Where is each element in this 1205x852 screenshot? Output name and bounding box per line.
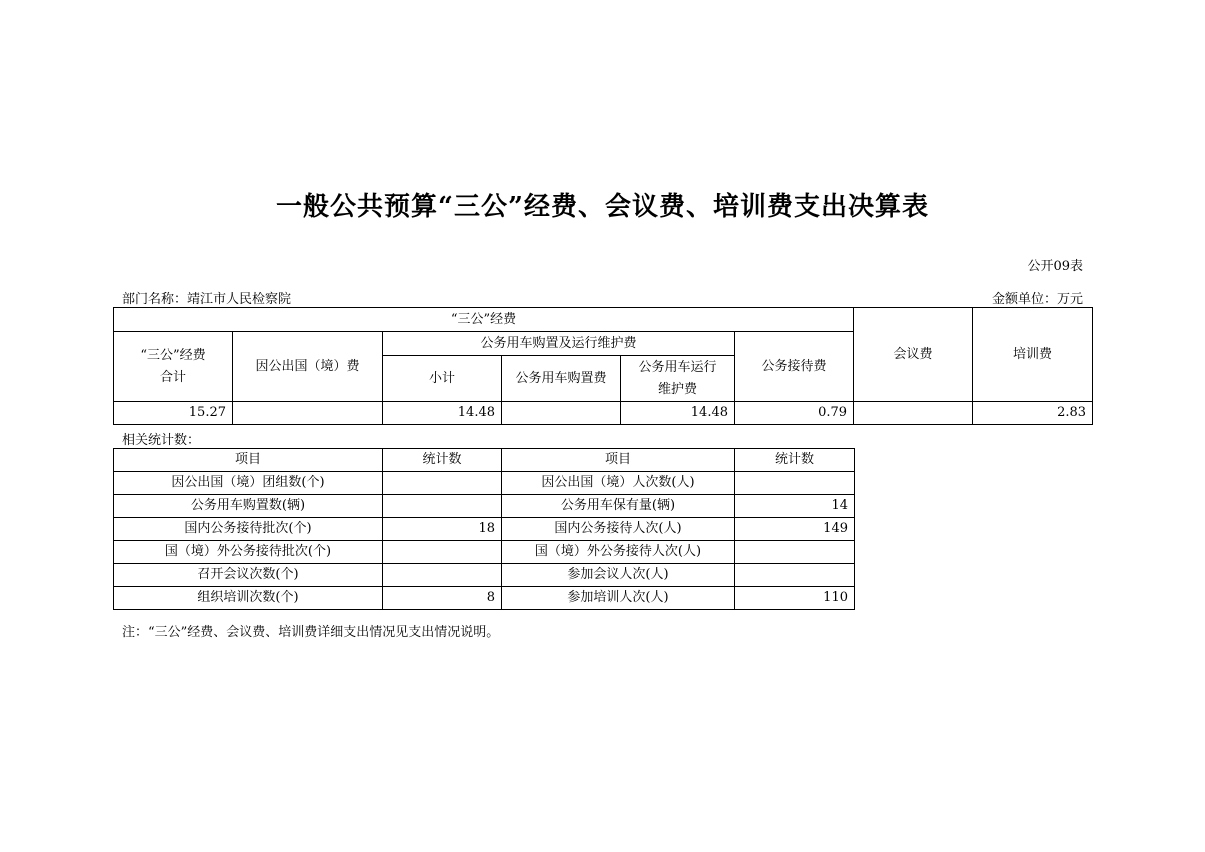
stats-item: 因公出国（境）团组数(个): [114, 472, 383, 495]
stats-value: 14: [735, 495, 855, 518]
vehicle-operation-header: 公务用车运行维护费: [621, 356, 735, 402]
form-code: 公开09表: [1027, 259, 1083, 274]
stats-item: 因公出国（境）人次数(人): [502, 472, 735, 495]
subtotal-header: 小计: [383, 356, 502, 402]
main-expense-table: [113, 307, 1093, 425]
footnote: 注：“三公”经费、会议费、培训费详细支出情况见支出情况说明。: [122, 625, 500, 640]
table-row: [114, 564, 855, 587]
meeting-header: 会议费: [854, 308, 973, 402]
stats-item: 国内公务接待批次(个): [114, 518, 383, 541]
stats-value: [383, 472, 502, 495]
subtotal-value: 14.48: [383, 402, 502, 425]
stats-value: 18: [383, 518, 502, 541]
stats-header-count: 统计数: [735, 449, 855, 472]
table-row: [114, 587, 855, 610]
stats-value: 149: [735, 518, 855, 541]
table-row: [114, 495, 855, 518]
abroad-value: [233, 402, 383, 425]
vehicle-purchase-value: [502, 402, 621, 425]
stats-label: 相关统计数：: [122, 433, 201, 448]
stats-item: 公务用车保有量(辆): [502, 495, 735, 518]
stats-table: [113, 448, 855, 610]
stats-value: [735, 541, 855, 564]
training-header: 培训费: [973, 308, 1093, 402]
table-row: [114, 541, 855, 564]
table-row: [114, 472, 855, 495]
stats-item: 组织培训次数(个): [114, 587, 383, 610]
vehicle-purchase-header: 公务用车购置费: [502, 356, 621, 402]
vehicle-operation-value: 14.48: [621, 402, 735, 425]
reception-header: 公务接待费: [735, 332, 854, 402]
three-public-total-header: “三公”经费合计: [114, 332, 233, 402]
stats-value: 110: [735, 587, 855, 610]
unit-label: 金额单位：万元: [991, 292, 1083, 307]
stats-value: 8: [383, 587, 502, 610]
stats-item: 国内公务接待人次(人): [502, 518, 735, 541]
total-value: 15.27: [114, 402, 233, 425]
training-value: 2.83: [973, 402, 1093, 425]
stats-value: [735, 564, 855, 587]
department-label: 部门名称：靖江市人民检察院: [122, 292, 292, 307]
stats-item: 参加培训人次(人): [502, 587, 735, 610]
three-public-group-header: “三公”经费: [114, 308, 854, 332]
stats-value: [383, 495, 502, 518]
stats-value: [383, 541, 502, 564]
stats-header-count: 统计数: [383, 449, 502, 472]
stats-item: 国（境）外公务接待批次(个): [114, 541, 383, 564]
stats-item: 召开会议次数(个): [114, 564, 383, 587]
stats-header-item: 项目: [114, 449, 383, 472]
table-row: [114, 518, 855, 541]
stats-header-item: 项目: [502, 449, 735, 472]
stats-item: 国（境）外公务接待人次(人): [502, 541, 735, 564]
reception-value: 0.79: [735, 402, 854, 425]
meeting-value: [854, 402, 973, 425]
abroad-fee-header: 因公出国（境）费: [233, 332, 383, 402]
stats-value: [383, 564, 502, 587]
vehicle-group-header: 公务用车购置及运行维护费: [383, 332, 735, 356]
stats-value: [735, 472, 855, 495]
stats-item: 参加会议人次(人): [502, 564, 735, 587]
page-title: 一般公共预算“三公”经费、会议费、培训费支出决算表: [276, 192, 929, 222]
stats-item: 公务用车购置数(辆): [114, 495, 383, 518]
